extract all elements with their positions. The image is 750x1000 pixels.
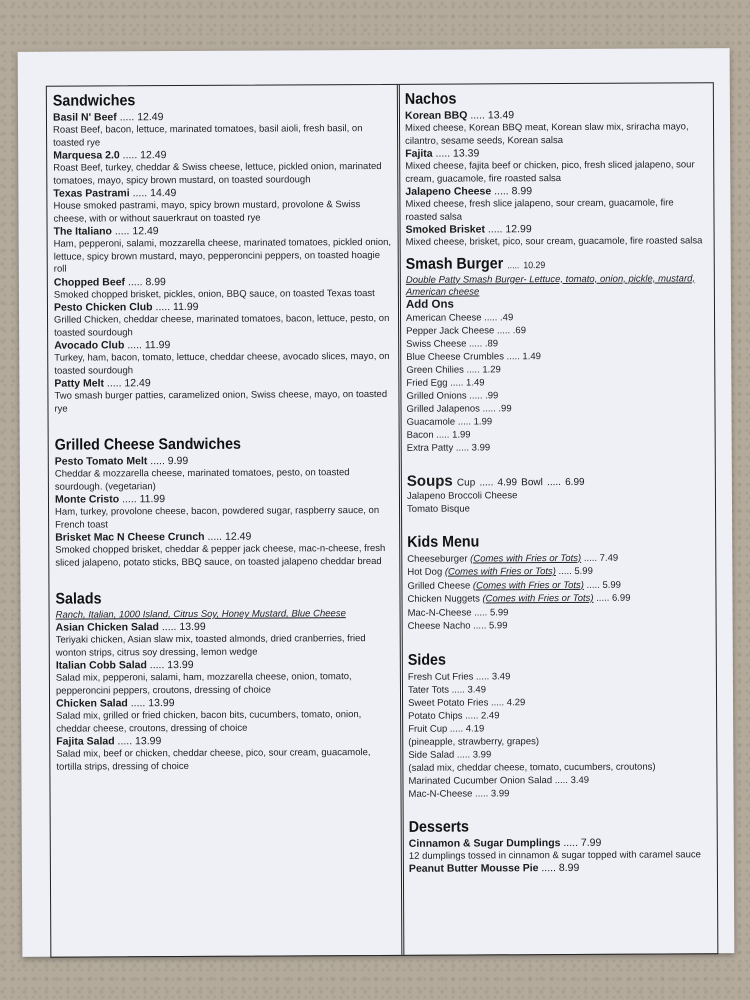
item-price: ..... 12.49 bbox=[122, 149, 167, 162]
section-title: Kids Menu bbox=[407, 532, 480, 551]
item-name: Brisket Mac N Cheese Crunch bbox=[55, 530, 205, 544]
item-price: ..... 13.99 bbox=[117, 735, 162, 748]
item-price: ..... 13.99 bbox=[130, 697, 175, 710]
add-on-item: Guacamole ..... 1.99 bbox=[406, 415, 493, 428]
smash-burger-price: 10.29 bbox=[523, 259, 546, 271]
section-title: Salads bbox=[55, 590, 102, 608]
item-description: House smoked pastrami, mayo, spicy brown mustard, provolone & Swiss cheese, with or without sauerkraut on toasted rye bbox=[53, 199, 361, 225]
item-price: ..... 11.99 bbox=[155, 300, 199, 314]
smash-burger-section bbox=[406, 254, 707, 455]
item-price: ..... 12.49 bbox=[114, 225, 159, 238]
item-price: ..... 11.99 bbox=[127, 339, 171, 352]
menu-item bbox=[406, 222, 706, 249]
menu-item bbox=[54, 338, 392, 378]
side-item: Sweet Potato Fries ..... 4.29 bbox=[408, 696, 526, 709]
menu-paper bbox=[18, 48, 735, 957]
item-name: Fajita bbox=[405, 147, 433, 160]
item-name: Pesto Chicken Club bbox=[53, 301, 153, 314]
item-price: ..... 11.99 bbox=[122, 493, 166, 506]
item-price: ..... 13.99 bbox=[149, 658, 194, 672]
item-price: ..... 13.49 bbox=[470, 109, 515, 122]
salad-dressings-note: Ranch, Italian, 1000 Island, Citrus Soy, Honey Mustard, Blue Cheese bbox=[55, 608, 346, 621]
menu-item bbox=[405, 108, 705, 148]
section-title: Sides bbox=[407, 651, 446, 669]
menu-item bbox=[409, 861, 709, 876]
item-name: Basil N' Beef bbox=[52, 111, 117, 124]
dessert-list bbox=[409, 836, 709, 876]
grilled-cheese-section bbox=[55, 435, 394, 570]
sandwich-list bbox=[53, 110, 393, 416]
side-item: Side Salad ..... 3.99 bbox=[408, 748, 492, 761]
item-description: Turkey, ham, bacon, tomato, lettuce, cheddar cheese, avocado slices, mayo, on toasted sourdough bbox=[54, 350, 390, 377]
item-name: Patty Melt bbox=[54, 377, 104, 390]
item-price: ..... 12.49 bbox=[106, 377, 151, 390]
item-description: Mixed cheese, fresh slice jalapeno, sour cream, guacamole, fire roasted salsa bbox=[405, 197, 674, 223]
left-column bbox=[53, 91, 395, 774]
right-column bbox=[405, 89, 709, 876]
kids-item-note: (Comes with Fries or Tots) bbox=[470, 552, 582, 565]
add-on-item: Blue Cheese Crumbles ..... 1.49 bbox=[406, 350, 541, 363]
menu-item bbox=[56, 620, 394, 660]
item-description: Smoked chopped brisket, pickles, onion, BBQ sauce, on toasted Texas toast bbox=[53, 287, 375, 301]
item-name: Cinnamon & Sugar Dumplings bbox=[408, 836, 561, 850]
menu-item bbox=[53, 186, 391, 226]
item-description: Cheddar & mozzarella cheese, marinated tomatoes, pesto, on toasted sourdough. (vegetarian) bbox=[54, 467, 350, 493]
side-item: Potato Chips ..... 2.49 bbox=[408, 709, 500, 722]
kids-item-name: Grilled Cheese bbox=[407, 579, 473, 592]
add-on-item: Swiss Cheese ..... .89 bbox=[406, 337, 499, 350]
soup-item: Tomato Bisque bbox=[407, 503, 470, 515]
menu-item bbox=[405, 146, 705, 186]
add-on-item: Extra Patty ..... 3.99 bbox=[406, 441, 491, 454]
kids-item-name: Mac-N-Cheese bbox=[407, 606, 475, 619]
item-price: ..... 14.49 bbox=[132, 187, 177, 200]
side-item: (pineapple, strawberry, grapes) bbox=[408, 735, 540, 748]
item-name: Avocado Club bbox=[54, 339, 125, 352]
item-description: Smoked chopped brisket, cheddar & pepper jack cheese, mac-n-cheese, fresh sliced jalapeno, potato sticks, BBQ sauce, on toasted jalapeno cheddar bread bbox=[55, 542, 386, 569]
item-description: Salad mix, grilled or fried chicken, bacon bits, cucumbers, tomato, onion, cheddar cheese, croutons, dressing of choice bbox=[56, 709, 362, 735]
kids-item-name: Chicken Nuggets bbox=[407, 593, 483, 605]
kids-item-price: ..... 6.99 bbox=[593, 592, 631, 604]
smash-burger-title: Smash Burger bbox=[405, 254, 504, 273]
soups-section bbox=[407, 471, 707, 516]
item-name: Smoked Brisket bbox=[405, 223, 485, 236]
item-name: Chopped Beef bbox=[53, 275, 126, 289]
item-name: Fajita Salad bbox=[56, 735, 115, 748]
sides-section bbox=[408, 650, 709, 801]
item-description: Mixed cheese, fajita beef or chicken, pico, fresh sliced jalapeno, sour cream, guacamole, fire roasted salsa bbox=[405, 159, 695, 185]
section-title: Nachos bbox=[404, 90, 457, 108]
item-description: Mixed cheese, brisket, pico, sour cream, guacamole, fire roasted salsa bbox=[405, 235, 703, 248]
item-name: Korean BBQ bbox=[404, 109, 468, 122]
menu-item bbox=[54, 224, 392, 276]
menu-item bbox=[55, 454, 393, 494]
soup-item: Jalapeno Broccoli Cheese bbox=[406, 489, 518, 502]
kids-item-price: ..... 5.99 bbox=[474, 606, 509, 618]
nachos-section bbox=[405, 89, 706, 249]
item-description: Teriyaki chicken, Asian slaw mix, toasted almonds, dried cranberries, fried wonton strips, citrus soy dressing, lemon wedge bbox=[55, 633, 366, 659]
kids-item-price: ..... 7.49 bbox=[581, 552, 619, 564]
item-price: ..... 7.99 bbox=[563, 836, 602, 849]
add-on-item: American Cheese ..... .49 bbox=[406, 311, 514, 324]
menu-item bbox=[56, 734, 394, 774]
dots: ..... bbox=[479, 476, 494, 488]
side-item: Mac-N-Cheese ..... 3.99 bbox=[408, 787, 510, 800]
item-description: 12 dumplings tossed in cinnamon & sugar topped with caramel sauce bbox=[408, 848, 701, 862]
kids-item-name: Cheese Nacho bbox=[407, 620, 474, 632]
item-price: ..... 8.99 bbox=[541, 861, 580, 875]
menu-item bbox=[56, 658, 394, 698]
menu-item bbox=[55, 492, 393, 532]
add-on-item: Grilled Jalapenos ..... .99 bbox=[406, 402, 512, 415]
soups-title: Soups bbox=[406, 472, 453, 490]
sides-list bbox=[408, 669, 709, 801]
bowl-label: Bowl bbox=[521, 476, 543, 488]
add-on-item: Green Chilies ..... 1.29 bbox=[406, 363, 501, 376]
side-item: Marinated Cucumber Onion Salad ..... 3.49 bbox=[408, 774, 590, 787]
item-name: Italian Cobb Salad bbox=[55, 659, 147, 672]
item-description: Ham, pepperoni, salami, mozzarella cheese, marinated tomatoes, pickled onion, lettuce, spicy brown mustard, mayo, pepperoncini peppers, on toasted hoagie roll bbox=[53, 236, 392, 275]
item-description: Grilled Chicken, cheddar cheese, marinated tomatoes, bacon, lettuce, pesto, on toasted sourdough bbox=[54, 312, 390, 339]
item-price: ..... 12.99 bbox=[487, 223, 532, 236]
side-item: Fruit Cup ..... 4.19 bbox=[408, 722, 485, 735]
kids-item-price: ..... 5.99 bbox=[473, 620, 508, 632]
item-price: ..... 8.99 bbox=[494, 185, 533, 198]
kids-item-name: Cheeseburger bbox=[407, 553, 471, 565]
item-name: Asian Chicken Salad bbox=[55, 621, 159, 634]
menu-item bbox=[405, 184, 705, 224]
kids-item-price: ..... 5.99 bbox=[555, 565, 593, 578]
section-title: Sandwiches bbox=[52, 92, 136, 110]
item-name: Peanut Butter Mousse Pie bbox=[408, 862, 539, 875]
item-description: Ham, turkey, provolone cheese, bacon, powdered sugar, raspberry sauce, on French toast bbox=[55, 504, 380, 531]
kids-item-note: (Comes with Fries or Tots) bbox=[472, 579, 584, 591]
dots: ..... bbox=[507, 259, 520, 271]
add-on-item: Fried Egg ..... 1.49 bbox=[406, 376, 485, 389]
item-price: ..... 9.99 bbox=[150, 454, 189, 468]
kids-list bbox=[407, 551, 707, 634]
section-title bbox=[406, 254, 682, 273]
menu-frame bbox=[46, 82, 719, 957]
kids-menu-section bbox=[407, 532, 708, 634]
item-name: Monte Cristo bbox=[54, 493, 120, 506]
menu-item bbox=[409, 836, 709, 863]
item-name: Pesto Tomato Melt bbox=[54, 455, 148, 468]
section-title: Desserts bbox=[408, 818, 470, 836]
salad-list bbox=[56, 620, 395, 774]
kids-item-name: Hot Dog bbox=[407, 566, 445, 578]
menu-item bbox=[55, 530, 393, 570]
salads-section bbox=[55, 589, 394, 774]
add-ons-title: Add Ons bbox=[405, 298, 454, 311]
item-description: Salad mix, pepperoni, salami, ham, mozzarella cheese, onion, tomato, pepperoncini peppers, croutons, dressing of choice bbox=[55, 671, 352, 697]
item-name: Chicken Salad bbox=[56, 697, 128, 710]
item-description: Roast Beef, turkey, cheddar & Swiss cheese, lettuce, pickled onion, marinated tomatoes, mayo, spicy brown mustard, on toasted sourdough bbox=[53, 160, 382, 187]
dots: ..... bbox=[546, 476, 561, 488]
item-price: ..... 12.49 bbox=[207, 530, 252, 543]
column-divider bbox=[397, 85, 405, 955]
item-description: Mixed cheese, Korean BBQ meat, Korean slaw mix, sriracha mayo, cilantro, sesame seeds, Korean salsa bbox=[405, 121, 689, 147]
item-name: Marquesa 2.0 bbox=[53, 149, 120, 162]
item-description: Two smash burger patties, caramelized onion, Swiss cheese, mayo, on toasted rye bbox=[54, 388, 388, 415]
item-description: Roast Beef, bacon, lettuce, marinated tomatoes, basil aioli, fresh basil, on toasted rye bbox=[53, 123, 363, 149]
sandwiches-section bbox=[53, 91, 393, 416]
add-on-item: Pepper Jack Cheese ..... .69 bbox=[406, 324, 527, 337]
side-item: (salad mix, cheddar cheese, tomato, cucumbers, croutons) bbox=[408, 761, 656, 774]
add-on-item: Bacon ..... 1.99 bbox=[406, 429, 471, 441]
side-item: Tater Tots ..... 3.49 bbox=[407, 683, 486, 696]
item-title bbox=[409, 861, 709, 876]
menu-item bbox=[56, 696, 394, 736]
kids-item-note: (Comes with Fries or Tots) bbox=[482, 592, 594, 605]
item-price: ..... 13.99 bbox=[161, 620, 206, 634]
add-on-list bbox=[406, 310, 707, 455]
menu-item bbox=[54, 300, 392, 340]
side-item: Fresh Cut Fries ..... 3.49 bbox=[407, 670, 511, 683]
kids-item-note: (Comes with Fries or Tots) bbox=[444, 566, 556, 578]
smash-burger-note: Double Patty Smash Burger- Lettuce, tomato, onion, pickle, mustard, American cheese bbox=[405, 272, 696, 298]
kids-item-price: ..... 5.99 bbox=[583, 579, 621, 591]
item-name: Texas Pastrami bbox=[53, 187, 130, 200]
item-name: The Italiano bbox=[53, 225, 112, 238]
menu-item bbox=[53, 148, 391, 188]
section-title: Grilled Cheese Sandwiches bbox=[54, 435, 241, 454]
menu-item bbox=[54, 274, 392, 301]
add-on-item: Grilled Onions ..... .99 bbox=[406, 389, 499, 402]
item-price: ..... 8.99 bbox=[127, 275, 166, 288]
bowl-price: 6.99 bbox=[565, 476, 585, 488]
item-name: Jalapeno Cheese bbox=[405, 185, 492, 198]
grilled-cheese-list bbox=[55, 454, 394, 570]
soups-header bbox=[407, 471, 707, 490]
item-price: ..... 13.39 bbox=[435, 147, 480, 160]
desserts-section bbox=[409, 817, 709, 876]
cup-price: 4.99 bbox=[497, 476, 518, 488]
menu-item bbox=[53, 110, 391, 150]
item-price: ..... 12.49 bbox=[119, 111, 164, 124]
nacho-list bbox=[405, 108, 706, 249]
item-description: Salad mix, beef or chicken, cheddar cheese, pico, sour cream, guacamole, tortilla strips, dressing of choice bbox=[56, 747, 371, 773]
menu-item bbox=[54, 376, 392, 416]
cup-label: Cup bbox=[456, 476, 476, 489]
